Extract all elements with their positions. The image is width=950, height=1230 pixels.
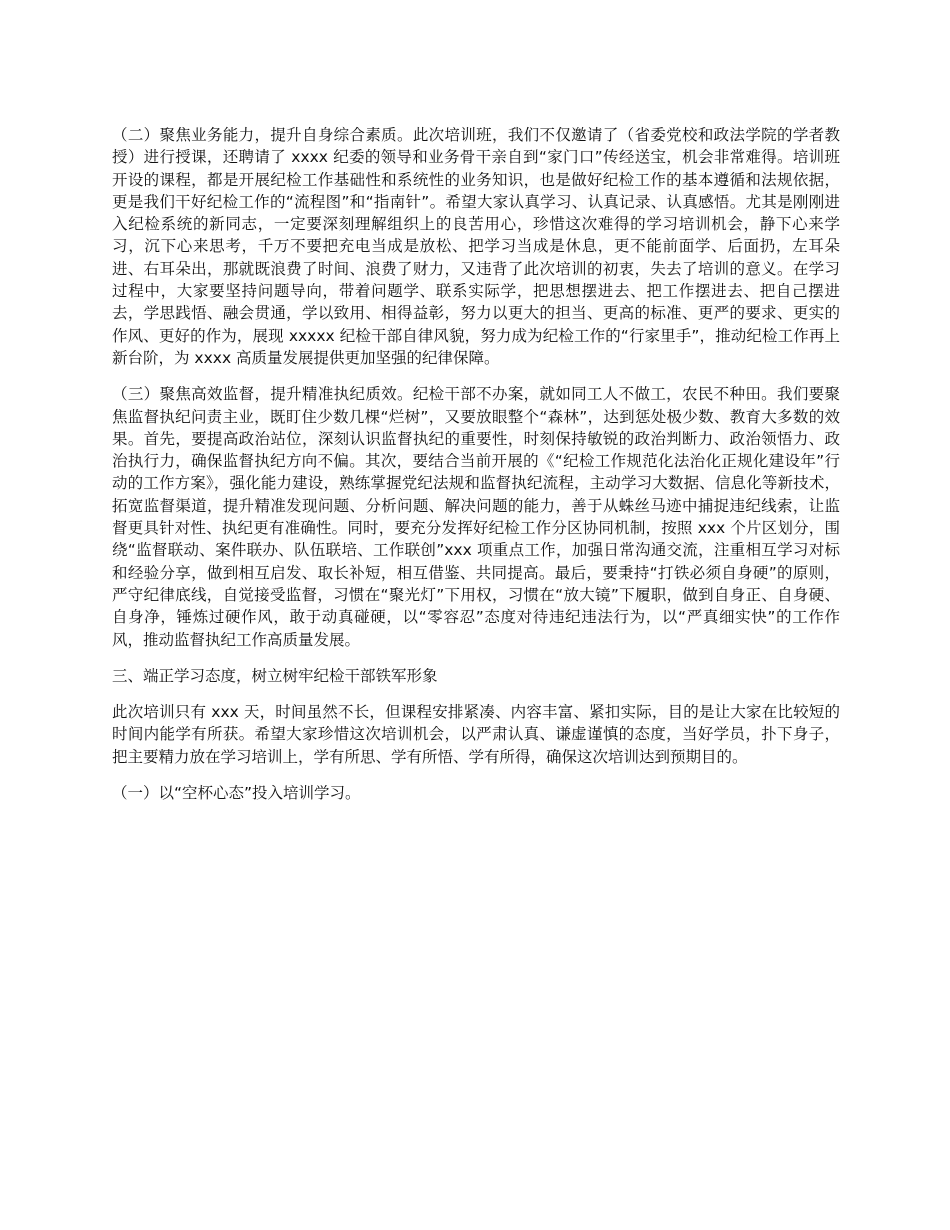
- paragraph-focus-business-ability: （二）聚焦业务能力，提升自身综合素质。此次培训班，我们不仅邀请了（省委党校和政法学院的学者教授）进行授课，还聘请了 xxxx 纪委的领导和业务骨干亲自到“家门口”传经送宝，机会非常难得。培训班开设的课程，都是开展纪检工作基础性和系统性的业务知识，也是做好纪检工作的基本遵循和法规依据，更是我们干好纪检工作的“流程图”和“指南针”。希望大家认真学习、认真记录、认真感悟。尤其是刚刚进入纪检系统的新同志，一定要深刻理解组织上的良苦用心，珍惜这次难得的学习培训机会，静下心来学习，沉下心来思考，千万不要把充电当成是放松、把学习当成是休息，更不能前面学、后面扔，左耳朵进、右耳朵出，那就既浪费了时间、浪费了财力，又违背了此次培训的初衷，失去了培训的意义。在学习过程中，大家要坚持问题导向，带着问题学、联系实际学，把思想摆进去、把工作摆进去、把自己摆进去，学思践悟、融会贯通，学以致用、相得益彰，努力以更大的担当、更高的标准、更严的要求、更实的作风、更好的作为，展现 xxxxx 纪检干部自律风貌，努力成为纪检工作的“行家里手”，推动纪检工作再上新台阶，为 xxxx 高质量发展提供更加坚强的纪律保障。: [112, 126, 840, 367]
- document-page: [112, 124, 840, 818]
- paragraph-focus-efficient-supervision: （三）聚焦高效监督，提升精准执纪质效。纪检干部不办案，就如同工人不做工，农民不种田。我们要聚焦监督执纪问责主业，既盯住少数几棵“烂树”，又要放眼整个“森林”，达到惩处极少数、教育大多数的效果。首先，要提高政治站位，深刻认识监督执纪的重要性，时刻保持敏锐的政治判断力、政治领悟力、政治执行力，确保监督执纪方向不偏。其次，要结合当前开展的《“纪检工作规范化法治化正规化建设年”行动的工作方案》，强化能力建设，熟练掌握党纪法规和监督执纪流程，主动学习大数据、信息化等新技术，拓宽监督渠道，提升精准发现问题、分析问题、解决问题的能力，善于从蛛丝马迹中捕捉违纪线索，让监督更具针对性、执纪更有准确性。同时，要充分发挥好纪检工作分区协同机制，按照 xxx 个片区划分，围绕“监督联动、案件联办、队伍联培、工作联创”xxx 项重点工作，加强日常沟通交流，注重相互学习对标和经验分享，做到相互启发、取长补短，相互借鉴、共同提高。最后，要秉持“打铁必须自身硬”的原则，严守纪律底线，自觉接受监督，习惯在“聚光灯”下用权，习惯在“放大镜”下履职，做到自身正、自身硬、自身净，锤炼过硬作风，敢于动真碰硬，以“零容忍”态度对待违纪违法行为，以“严真细实快”的工作作风，推动监督执纪工作高质量发展。: [112, 385, 840, 649]
- section-heading-learning-attitude: 三、端正学习态度，树立树牢纪检干部铁军形象: [112, 666, 438, 685]
- paragraph-training-purpose: 此次培训只有 xxx 天，时间虽然不长，但课程安排紧凑、内容丰富、紧扣实际，目的是让大家在比较短的时间内能学有所获。希望大家珍惜这次培训机会，以严肃认真、谦虚谨慎的态度，当好学员，扑下身子，把主要精力放在学习培训上，学有所思、学有所悟、学有所得，确保这次培训达到预期目的。: [112, 703, 840, 766]
- subheading-empty-cup-mindset: （一）以“空杯心态”投入培训学习。: [112, 784, 361, 803]
